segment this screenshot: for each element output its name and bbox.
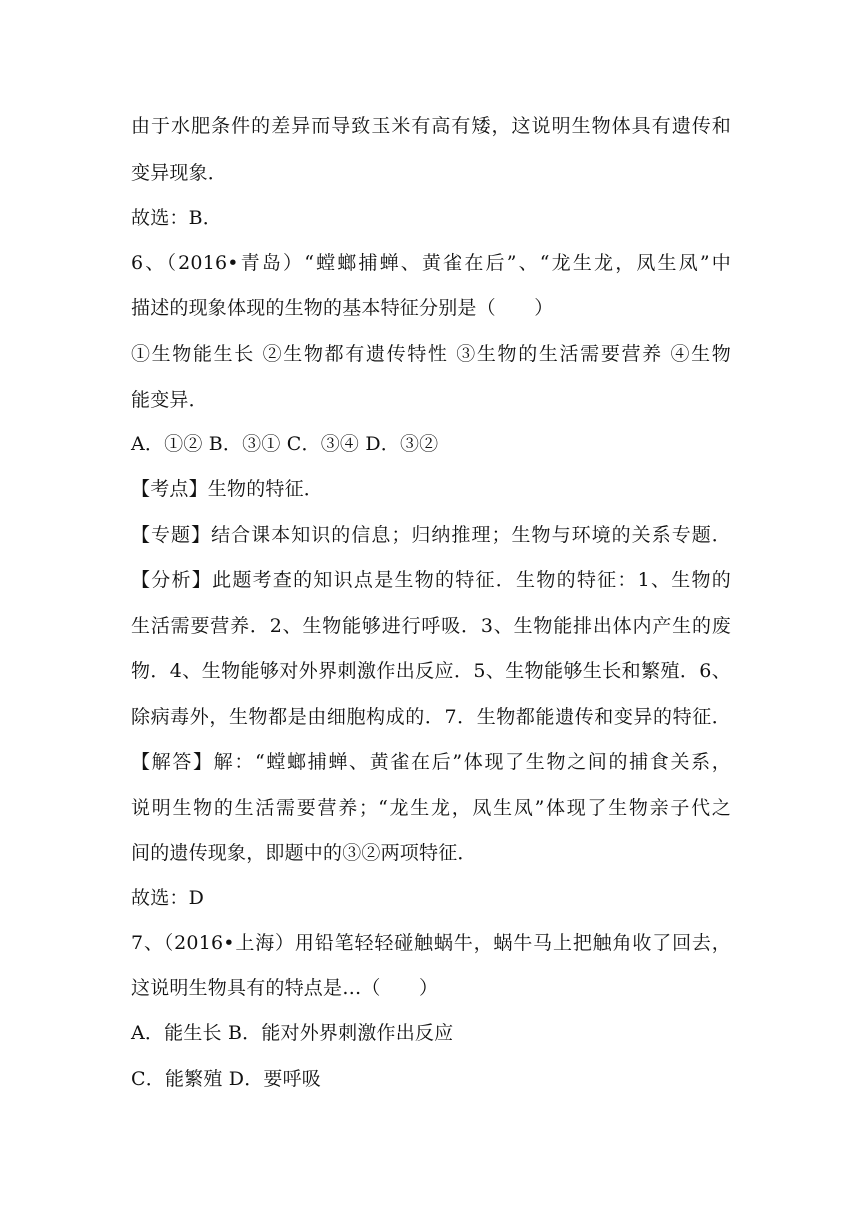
text-line: 除病毒外，生物都是由细胞构成的．7．生物都能遗传和变异的特征． [131, 706, 731, 728]
text-line: 物．4、生物能够对外界刺激作出反应．5、生物能够生长和繁殖．6、 [131, 660, 731, 682]
answer-options: C．能繁殖 D．要呼吸 [131, 1068, 322, 1090]
text-line: 描述的现象体现的生物的基本特征分别是（ ） [131, 297, 554, 319]
text-line: 故选：D [131, 887, 205, 909]
answer-options: A．①② B．③① C．③④ D．③② [131, 433, 439, 455]
text-line: 6、（2016•青岛）“螳螂捕蝉、黄雀在后”、“龙生龙，凤生凤”中 [131, 252, 731, 274]
text-line: 【专题】结合课本知识的信息；归纳推理；生物与环境的关系专题． [131, 524, 731, 546]
text-line: 7、（2016•上海）用铅笔轻轻碰触蜗牛，蜗牛马上把触角收了回去， [131, 932, 731, 954]
text-line: 【解答】解：“螳螂捕蝉、黄雀在后”体现了生物之间的捕食关系， [131, 751, 731, 773]
text-line: 【分析】此题考查的知识点是生物的特征．生物的特征：1、生物的 [131, 569, 731, 591]
text-line: 故选：B． [131, 207, 222, 229]
text-line: ①生物能生长 ②生物都有遗传特性 ③生物的生活需要营养 ④生物 [131, 343, 731, 365]
text-line: 间的遗传现象，即题中的③②两项特征． [131, 842, 477, 864]
text-line: 生活需要营养．2、生物能够进行呼吸．3、生物能排出体内产生的废 [131, 615, 731, 637]
text-line: 这说明生物具有的特点是…（ ） [131, 977, 439, 999]
text-line: 说明生物的生活需要营养；“龙生龙，凤生凤”体现了生物亲子代之 [131, 797, 731, 819]
answer-options: A．能生长 B．能对外界刺激作出反应 [131, 1022, 454, 1044]
text-line: 变异现象． [131, 162, 228, 184]
text-line: 能变异． [131, 389, 208, 411]
text-line: 【考点】生物的特征． [131, 478, 324, 500]
text-line: 由于水肥条件的差异而导致玉米有高有矮，这说明生物体具有遗传和 [131, 115, 731, 137]
